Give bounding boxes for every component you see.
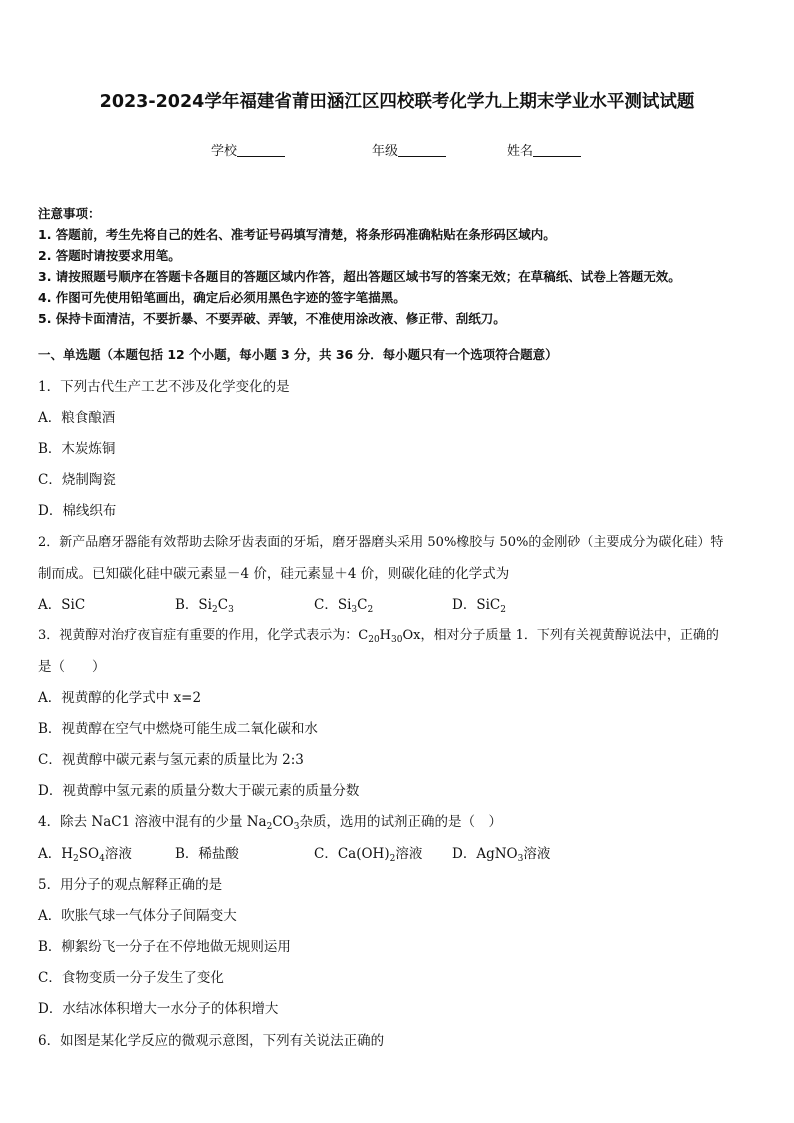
q3-option-d[interactable]: D．视黄醇中氢元素的质量分数大于碳元素的质量分数 (38, 783, 360, 799)
name-label: 姓名 (507, 144, 534, 159)
q4-stem-text-c: 杂质，选用的试剂正确的是（ ） (299, 814, 502, 830)
q5-stem: 5．用分子的观点解释正确的是 (38, 877, 223, 893)
q4-option-c[interactable] (314, 842, 422, 864)
q5-option-c[interactable]: C．食物变质一分子发生了变化 (38, 970, 224, 986)
q4-a-sub2: 4 (99, 854, 105, 864)
q4-d-text: D．AgNO (452, 846, 518, 862)
q4-c-text2: 溶液 (395, 846, 423, 862)
q4-d-sub1: 3 (517, 854, 524, 864)
grade-blank[interactable] (398, 144, 446, 157)
school-field[interactable] (211, 140, 285, 159)
q5-option-a[interactable]: A．吹胀气球一气体分子间隔变大 (38, 908, 237, 924)
notice-item: 1. 答题前，考生先将自己的姓名、准考证号码填写清楚，将条形码准确粘贴在条形码区域内。 (38, 227, 556, 242)
q1-option-b[interactable]: B．木炭炼铜 (38, 441, 116, 457)
q3-stem-text-b: H (379, 628, 392, 643)
q2-option-b[interactable] (175, 593, 234, 615)
q2-c-sub2: 2 (367, 605, 374, 615)
notice-item: 3. 请按照题号顺序在答题卡各题目的答题区域内作答，超出答题区域书写的答案无效；在草稿纸、试卷上答题无效。 (38, 269, 681, 284)
q4-stem-sub1: 2 (266, 822, 273, 832)
q6-stem: 6．如图是某化学反应的微观示意图，下列有关说法正确的 (38, 1033, 385, 1049)
name-blank[interactable] (533, 144, 581, 157)
q3-stem-sub1: 20 (368, 635, 380, 645)
q2-option-d[interactable] (452, 593, 506, 615)
school-blank[interactable] (237, 144, 285, 157)
q4-option-b[interactable]: B．稀盐酸 (175, 846, 239, 862)
notice-item: 5. 保持卡面清洁，不要折暴、不要弄破、弄皱，不准使用涂改液、修正带、刮纸刀。 (38, 311, 506, 326)
q3-stem-line1 (38, 624, 719, 645)
q2-stem-line2: 制而成。已知碳化硅中碳元素显－4 价，硅元素显＋4 价，则碳化硅的化学式为 (38, 566, 510, 582)
section-heading: 一、单选题（本题包括 12 个小题，每小题 3 分，共 36 分．每小题只有一个选项符合题意） (38, 347, 558, 362)
q2-d-text: D．SiC (452, 597, 501, 613)
q2-option-a[interactable]: A．SiC (38, 597, 86, 613)
q3-option-c[interactable]: C．视黄醇中碳元素与氢元素的质量比为 2:3 (38, 752, 304, 768)
q5-option-d[interactable]: D．水结冰体积增大一水分子的体积增大 (38, 1001, 279, 1017)
notice-item: 2. 答题时请按要求用笔。 (38, 248, 181, 263)
q4-d-text2: 溶液 (523, 846, 551, 862)
q4-option-a[interactable] (38, 842, 132, 864)
q2-c-text: C．Si (314, 597, 352, 613)
school-label: 学校 (211, 144, 238, 159)
q2-stem-line1: 2．新产品磨牙器能有效帮助去除牙齿表面的牙垢，磨牙器磨头采用 50%橡胶与 50%的金刚砂（主要成分为碳化硅）特 (38, 535, 724, 550)
grade-field[interactable] (372, 140, 446, 159)
q2-b-text2: C (217, 597, 229, 613)
q4-a-text3: 溶液 (104, 846, 132, 862)
q1-option-a[interactable]: A．粮食酿酒 (38, 410, 116, 426)
q1-stem: 1．下列古代生产工艺不涉及化学变化的是 (38, 379, 290, 395)
q4-stem-sub2: 3 (293, 822, 300, 832)
q4-a-sub1: 2 (73, 854, 79, 864)
q2-option-c[interactable] (314, 593, 373, 615)
q3-option-b[interactable]: B．视黄醇在空气中燃烧可能生成二氧化碳和水 (38, 721, 318, 737)
q1-option-d[interactable]: D．棉线织布 (38, 503, 117, 519)
q2-b-sub2: 3 (228, 605, 234, 615)
q1-option-c[interactable]: C．烧制陶瓷 (38, 472, 116, 488)
q4-a-text: A．H (38, 846, 74, 862)
name-field[interactable] (507, 140, 581, 159)
q4-stem (38, 810, 502, 832)
notice-item: 4. 作图可先使用铅笔画出，确定后必须用黑色字迹的签字笔描黑。 (38, 290, 406, 305)
notice-title: 注意事项： (38, 206, 101, 221)
grade-label: 年级 (372, 144, 399, 159)
page-title: 2023-2024学年福建省莆田涵江区四校联考化学九上期末学业水平测试试题 (99, 92, 695, 112)
q4-c-text: C．Ca(OH) (314, 846, 390, 862)
q3-stem-text-a: 3．视黄醇对治疗夜盲症有重要的作用，化学式表示为：C (38, 628, 369, 643)
q2-c-text2: C (357, 597, 368, 613)
q3-stem-line2: 是（ ） (38, 659, 106, 675)
q5-option-b[interactable]: B．柳絮纷飞一分子在不停地做无规则运用 (38, 939, 291, 955)
q2-d-sub1: 2 (500, 605, 506, 615)
q4-option-d[interactable] (452, 842, 550, 864)
q4-c-sub1: 2 (389, 854, 396, 864)
q4-stem-text-a: 4．除去 NaC1 溶液中混有的少量 Na (38, 814, 267, 830)
q2-c-sub1: 3 (351, 605, 358, 615)
q3-option-a[interactable]: A．视黄醇的化学式中 x=2 (38, 690, 202, 706)
q4-a-text2: SO (78, 846, 100, 862)
q3-stem-sub2: 30 (391, 635, 403, 645)
q3-stem-text-c: Ox，相对分子质量 1．下列有关视黄醇说法中，正确的 (402, 628, 719, 643)
q2-b-text: B．Si (175, 597, 212, 613)
q4-stem-text-b: CO (272, 814, 294, 830)
q2-b-sub1: 2 (212, 605, 218, 615)
notice-block (38, 203, 681, 329)
